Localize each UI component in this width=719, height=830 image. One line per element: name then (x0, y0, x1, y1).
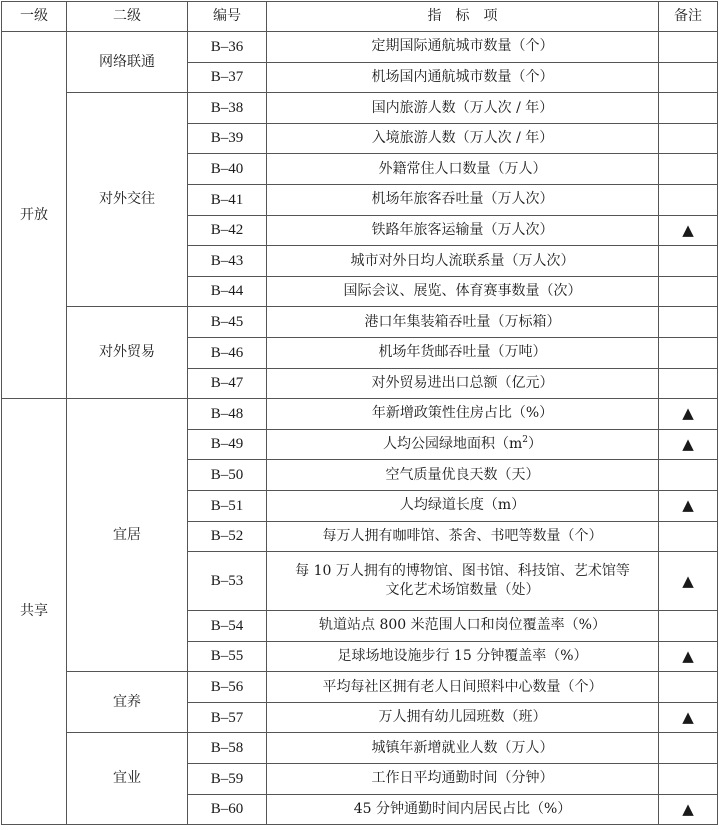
row-note (659, 337, 718, 368)
row-indicator: 城市对外日均人流联系量（万人次） (267, 246, 659, 277)
indicator-table (1, 1, 718, 825)
row-note (659, 490, 718, 521)
level2-exchange: 对外交往 (67, 93, 188, 307)
row-indicator: 45 分钟通勤时间内居民占比（%） (267, 794, 659, 825)
table-row (2, 93, 718, 124)
row-code: B–56 (188, 672, 267, 703)
header-code: 编号 (188, 2, 267, 32)
row-code: B–42 (188, 215, 267, 246)
row-indicator: 每万人拥有咖啡馆、茶舍、书吧等数量（个） (267, 521, 659, 552)
row-note (659, 184, 718, 215)
row-note (659, 611, 718, 642)
row-note (659, 368, 718, 399)
triangle-marker-icon: ▲ (682, 708, 694, 727)
row-code: B–57 (188, 702, 267, 733)
header-note: 备注 (659, 2, 718, 32)
level1-share: 共享 (2, 399, 67, 825)
row-code: B–38 (188, 93, 267, 124)
row-code: B–46 (188, 337, 267, 368)
level2-trade: 对外贸易 (67, 307, 188, 399)
row-note (659, 32, 718, 63)
row-note (659, 246, 718, 277)
row-indicator: 机场国内通航城市数量（个） (267, 62, 659, 93)
row-note (659, 429, 718, 460)
row-note (659, 641, 718, 672)
row-indicator: 足球场地设施步行 15 分钟覆盖率（%） (267, 641, 659, 672)
row-code: B–59 (188, 764, 267, 795)
row-indicator: 年新增政策性住房占比（%） (267, 399, 659, 430)
row-note (659, 307, 718, 338)
level2-network: 网络联通 (67, 32, 188, 93)
row-code: B–49 (188, 429, 267, 460)
header-level2: 二级 (67, 2, 188, 32)
row-indicator: 万人拥有幼儿园班数（班） (267, 702, 659, 733)
row-note (659, 460, 718, 491)
row-code: B–51 (188, 490, 267, 521)
row-indicator: 对外贸易进出口总额（亿元） (267, 368, 659, 399)
row-code: B–58 (188, 733, 267, 764)
triangle-marker-icon: ▲ (682, 435, 694, 454)
header-row (2, 2, 718, 32)
row-note (659, 93, 718, 124)
row-indicator: 城镇年新增就业人数（万人） (267, 733, 659, 764)
row-code: B–53 (188, 552, 267, 611)
triangle-marker-icon: ▲ (682, 647, 694, 666)
indicator-line2: 文化艺术场馆数量（处） (385, 582, 540, 599)
row-indicator: 空气质量优良天数（天） (267, 460, 659, 491)
row-code: B–39 (188, 123, 267, 154)
row-indicator: 机场年旅客吞吐量（万人次） (267, 184, 659, 215)
row-note (659, 733, 718, 764)
row-indicator: 国内旅游人数（万人次 / 年） (267, 93, 659, 124)
row-note (659, 62, 718, 93)
table-row (2, 307, 718, 338)
row-indicator: 入境旅游人数（万人次 / 年） (267, 123, 659, 154)
triangle-marker-icon: ▲ (682, 220, 694, 239)
row-code: B–55 (188, 641, 267, 672)
row-note (659, 154, 718, 185)
row-indicator: 平均每社区拥有老人日间照料中心数量（个） (267, 672, 659, 703)
row-indicator (267, 429, 659, 460)
level2-elderly: 宜养 (67, 672, 188, 733)
row-indicator: 港口年集装箱吞吐量（万标箱） (267, 307, 659, 338)
table-row (2, 733, 718, 764)
level2-livable: 宜居 (67, 399, 188, 672)
row-code: B–41 (188, 184, 267, 215)
row-code: B–36 (188, 32, 267, 63)
row-code: B–44 (188, 276, 267, 307)
row-indicator: 外籍常住人口数量（万人） (267, 154, 659, 185)
triangle-marker-icon: ▲ (682, 496, 694, 515)
header-level1: 一级 (2, 2, 67, 32)
row-code: B–45 (188, 307, 267, 338)
row-code: B–47 (188, 368, 267, 399)
header-indicator: 指 标 项 (267, 2, 659, 32)
triangle-marker-icon: ▲ (682, 800, 694, 818)
row-note (659, 276, 718, 307)
row-indicator: 轨道站点 800 米范围人口和岗位覆盖率（%） (267, 611, 659, 642)
row-note (659, 123, 718, 154)
row-note (659, 552, 718, 611)
indicator-line1: 每 10 万人拥有的博物馆、图书馆、科技馆、艺术馆等 (295, 563, 630, 580)
row-code: B–52 (188, 521, 267, 552)
table-row (2, 32, 718, 63)
row-code: B–43 (188, 246, 267, 277)
row-indicator: 人均绿道长度（m） (267, 490, 659, 521)
row-code: B–60 (188, 794, 267, 825)
row-note (659, 215, 718, 246)
row-code: B–48 (188, 399, 267, 430)
triangle-marker-icon: ▲ (682, 571, 694, 590)
row-note (659, 399, 718, 430)
row-indicator: 铁路年旅客运输量（万人次） (267, 215, 659, 246)
row-code: B–50 (188, 460, 267, 491)
row-code: B–37 (188, 62, 267, 93)
row-note (659, 794, 718, 825)
row-note (659, 521, 718, 552)
table-row (2, 672, 718, 703)
row-indicator: 国际会议、展览、体育赛事数量（次） (267, 276, 659, 307)
row-indicator (267, 552, 659, 611)
superscript-exponent: 2 (522, 435, 528, 446)
triangle-marker-icon: ▲ (682, 404, 694, 423)
table-row (2, 399, 718, 430)
row-code: B–40 (188, 154, 267, 185)
row-code: B–54 (188, 611, 267, 642)
indicator-suffix: ） (528, 436, 542, 453)
row-note (659, 764, 718, 795)
level2-employment: 宜业 (67, 733, 188, 825)
level1-open: 开放 (2, 32, 67, 399)
row-indicator: 机场年货邮吞吐量（万吨） (267, 337, 659, 368)
row-note (659, 672, 718, 703)
row-note (659, 702, 718, 733)
row-indicator: 工作日平均通勤时间（分钟） (267, 764, 659, 795)
indicator-prefix: 人均公园绿地面积（m (382, 436, 523, 453)
row-indicator: 定期国际通航城市数量（个） (267, 32, 659, 63)
